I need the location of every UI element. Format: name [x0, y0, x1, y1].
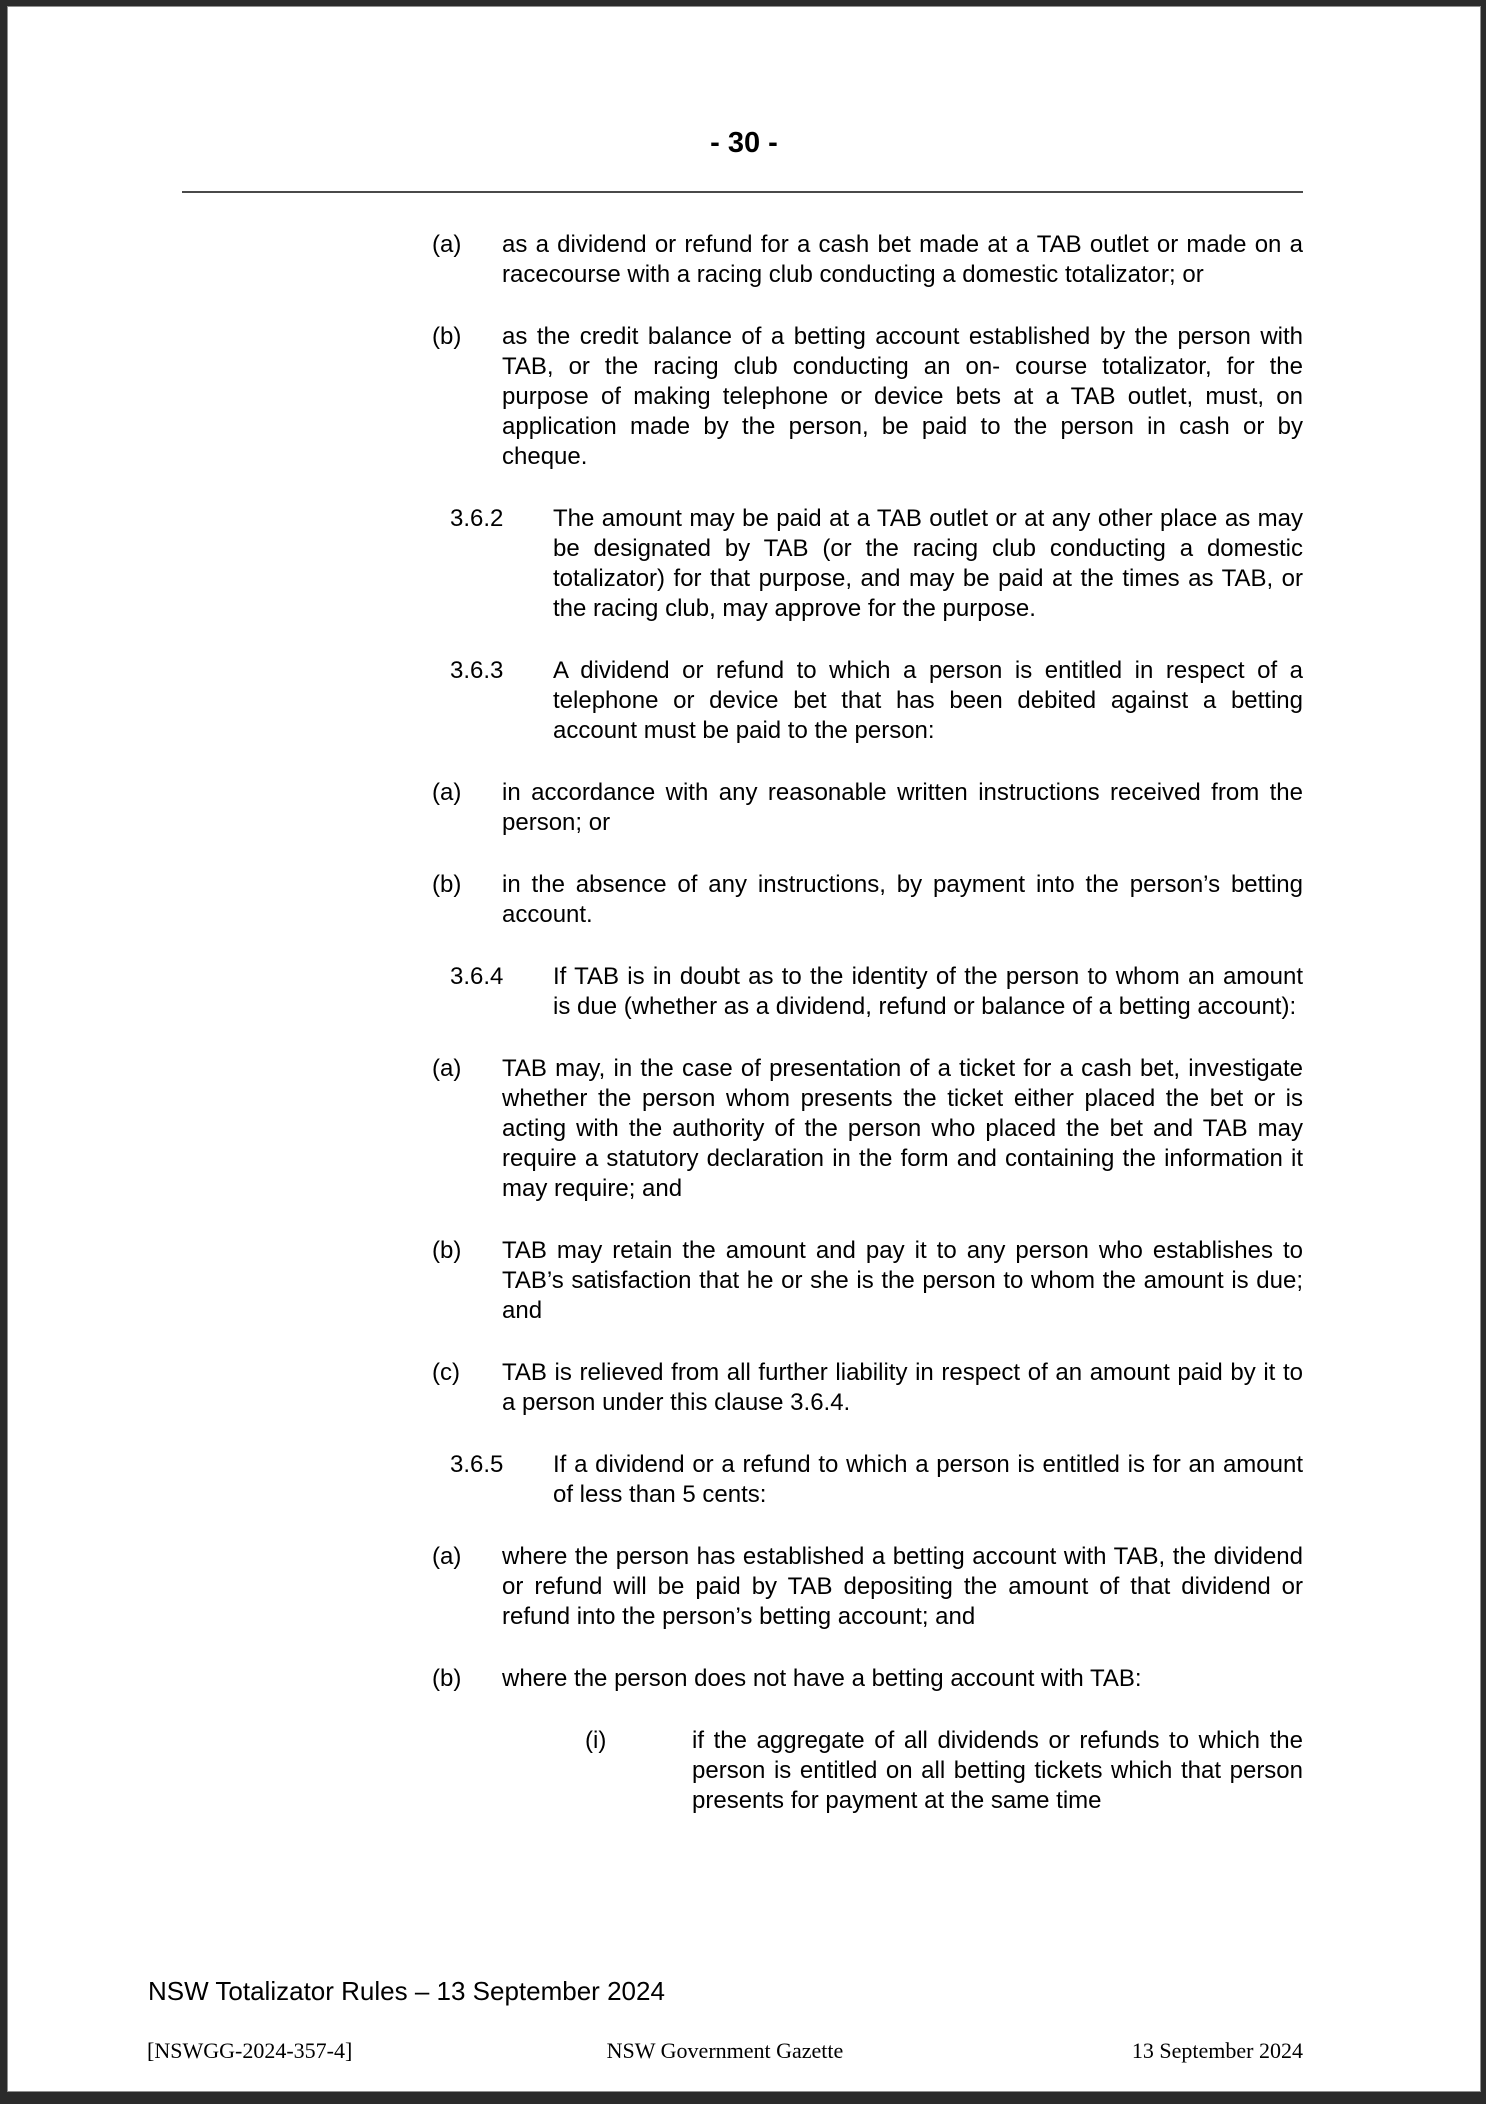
- gazette-date: 13 September 2024: [1131, 2038, 1303, 2063]
- clause-paragraph: [8, 778, 1303, 838]
- clause-paragraph: [8, 870, 1303, 930]
- clause-label: (a): [432, 231, 462, 258]
- clause-label: (c): [432, 1359, 460, 1386]
- clause-label: 3.6.3: [450, 657, 504, 684]
- document-page: [8, 7, 1480, 2091]
- clause-paragraph: [8, 1542, 1303, 1632]
- header-rule: [182, 191, 1303, 193]
- clause-label: 3.6.4: [450, 963, 504, 990]
- clause-text: TAB may, in the case of presentation of a ticket for a cash bet, investigate whether the person whom presents the ticket either placed the bet or is acting with the authority of the person who placed the bet and TAB may require a statutory declaration in the form and containing the information it may require; and: [502, 1055, 1303, 1202]
- clause-label: (a): [432, 1055, 462, 1082]
- clause-paragraph: [8, 962, 1303, 1022]
- clause-paragraph: [8, 1358, 1303, 1418]
- clause-text: as a dividend or refund for a cash bet made at a TAB outlet or made on a racecourse with a racing club conducting a domestic totalizator; or: [502, 231, 1303, 288]
- gazette-reference: [NSWGG-2024-357-4]: [147, 2038, 353, 2063]
- clause-paragraph: [8, 504, 1303, 624]
- clause-text: If TAB is in doubt as to the identity of the person to whom an amount is due (whether as a dividend, refund or balance of a betting account):: [553, 963, 1303, 1020]
- clause-paragraph: [8, 1664, 1303, 1694]
- clause-text: in the absence of any instructions, by payment into the person’s betting account.: [502, 871, 1303, 928]
- clause-paragraph: [8, 656, 1303, 746]
- clause-paragraph: [8, 230, 1303, 290]
- footer-title: NSW Totalizator Rules – 13 September 2024: [148, 1976, 665, 2006]
- clause-paragraph: [8, 322, 1303, 472]
- clause-label: (a): [432, 1543, 462, 1570]
- page-number: - 30 -: [710, 127, 778, 159]
- clause-text: where the person does not have a betting account with TAB:: [502, 1665, 1142, 1692]
- clause-text: TAB is relieved from all further liability in respect of an amount paid by it to a person under this clause 3.6.4.: [502, 1359, 1303, 1416]
- clause-label: (b): [432, 323, 462, 350]
- clause-text: TAB may retain the amount and pay it to any person who establishes to TAB’s satisfaction that he or she is the person to whom the amount is due; and: [502, 1237, 1303, 1324]
- clause-text: if the aggregate of all dividends or refunds to which the person is entitled on all betting tickets which that person presents for payment at the same time: [692, 1727, 1303, 1814]
- clause-text: A dividend or refund to which a person is entitled in respect of a telephone or device bet that has been debited against a betting account must be paid to the person:: [553, 657, 1303, 744]
- clause-paragraph: [8, 1054, 1303, 1204]
- clause-list: [8, 230, 1303, 1816]
- footer-meta-row: [147, 2038, 1303, 2064]
- clause-text: If a dividend or a refund to which a person is entitled is for an amount of less than 5 cents:: [553, 1451, 1303, 1508]
- clause-paragraph: [8, 1236, 1303, 1326]
- clause-text: where the person has established a betting account with TAB, the dividend or refund will be paid by TAB depositing the amount of that dividend or refund into the person’s betting account; and: [502, 1543, 1303, 1630]
- clause-text: as the credit balance of a betting account established by the person with TAB, or the racing club conducting an on- course totalizator, for the purpose of making telephone or device bets at a TAB outlet, must, on application made by the person, be paid to the person in cash or by cheque.: [502, 323, 1303, 470]
- clause-label: 3.6.5: [450, 1451, 504, 1478]
- clause-label: 3.6.2: [450, 505, 504, 532]
- clause-label: (a): [432, 779, 462, 806]
- gazette-name: NSW Government Gazette: [606, 2038, 844, 2063]
- clause-paragraph: [8, 1450, 1303, 1510]
- clause-text: The amount may be paid at a TAB outlet or at any other place as may be designated by TAB (or the racing club conducting a domestic totalizator) for that purpose, and may be paid at the times as TAB, or the racing club, may approve for the purpose.: [553, 505, 1303, 622]
- clause-label: (b): [432, 1237, 462, 1264]
- clause-label: (b): [432, 1665, 462, 1692]
- clause-label: (b): [432, 871, 462, 898]
- clause-paragraph: [8, 1726, 1303, 1816]
- clause-text: in accordance with any reasonable written instructions received from the person; or: [502, 779, 1303, 836]
- clause-label: (i): [585, 1727, 607, 1754]
